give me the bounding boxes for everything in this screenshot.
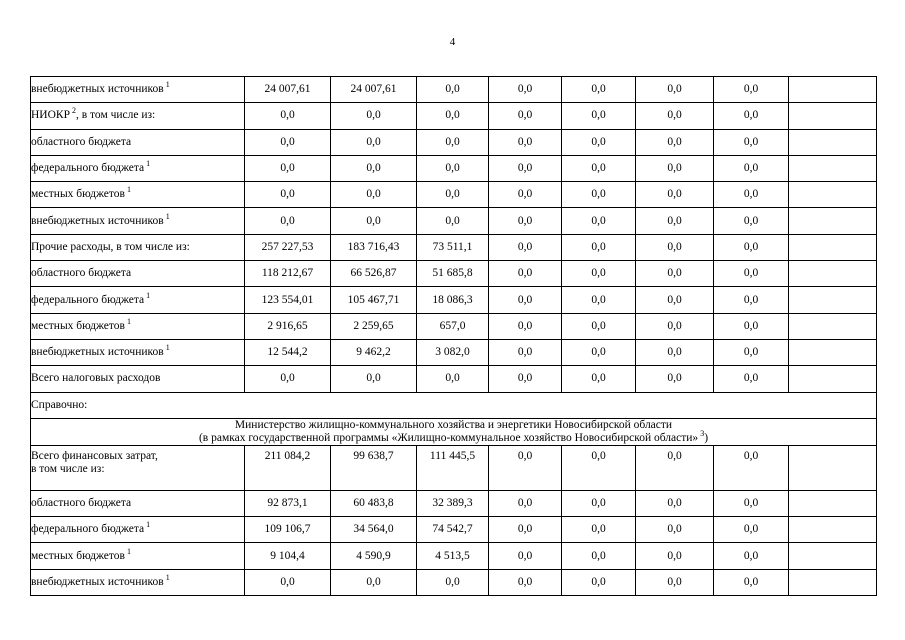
value-cell: 0,0 [489, 339, 562, 365]
value-cell: 0,0 [489, 490, 562, 516]
table-row [31, 339, 877, 365]
value-cell: 118 212,67 [245, 261, 331, 287]
value-cell: 0,0 [331, 182, 417, 208]
row-label [31, 234, 245, 260]
row-label-text: внебюджетных источников [31, 214, 164, 227]
value-cell: 0,0 [245, 182, 331, 208]
value-cell: 4 590,9 [331, 543, 417, 569]
empty-cell [789, 208, 877, 234]
empty-cell [789, 287, 877, 313]
row-label-text: в том числе из: [31, 462, 105, 475]
value-cell: 0,0 [636, 208, 714, 234]
value-cell: 0,0 [489, 261, 562, 287]
row-label-text: федерального бюджета [31, 293, 145, 306]
table-row [31, 287, 877, 313]
value-cell: 0,0 [636, 77, 714, 103]
row-label [31, 103, 245, 129]
empty-cell [789, 366, 877, 392]
ministry-line-1: Министерство жилищно-коммунального хозяйства и энергетики Новосибирской области [234, 418, 673, 431]
value-cell: 0,0 [714, 129, 789, 155]
table-row [31, 261, 877, 287]
value-cell: 105 467,71 [331, 287, 417, 313]
table-row [31, 103, 877, 129]
value-cell: 12 544,2 [245, 339, 331, 365]
table-row [31, 569, 877, 595]
value-cell: 0,0 [714, 490, 789, 516]
value-cell: 0,0 [562, 366, 636, 392]
value-cell: 0,0 [417, 155, 489, 181]
value-cell: 0,0 [489, 543, 562, 569]
table-body-reference [31, 392, 877, 445]
value-cell: 0,0 [636, 234, 714, 260]
value-cell: 257 227,53 [245, 234, 331, 260]
value-cell: 9 462,2 [331, 339, 417, 365]
value-cell: 0,0 [562, 234, 636, 260]
table-row [31, 313, 877, 339]
value-cell: 111 445,5 [417, 445, 489, 490]
value-cell: 0,0 [562, 155, 636, 181]
row-label-text: федерального бюджета [31, 162, 145, 175]
value-cell: 60 483,8 [331, 490, 417, 516]
footnote-mark: 1 [165, 211, 170, 221]
value-cell: 0,0 [489, 103, 562, 129]
empty-cell [789, 313, 877, 339]
value-cell: 0,0 [489, 234, 562, 260]
value-cell: 0,0 [714, 366, 789, 392]
value-cell: 0,0 [562, 569, 636, 595]
empty-cell [789, 103, 877, 129]
value-cell: 3 082,0 [417, 339, 489, 365]
table-row [31, 182, 877, 208]
footnote-mark: 1 [126, 546, 131, 556]
row-label [31, 339, 245, 365]
row-label [31, 569, 245, 595]
row-label [31, 445, 245, 490]
row-label-text: областного бюджета [31, 267, 132, 280]
value-cell: 0,0 [636, 339, 714, 365]
table-row [31, 490, 877, 516]
value-cell: 0,0 [562, 490, 636, 516]
value-cell: 0,0 [636, 313, 714, 339]
budget-table [30, 76, 877, 596]
value-cell: 0,0 [331, 208, 417, 234]
row-label-text: внебюджетных источников [31, 346, 164, 359]
value-cell: 0,0 [417, 129, 489, 155]
value-cell: 0,0 [417, 569, 489, 595]
value-cell: 0,0 [636, 129, 714, 155]
value-cell: 0,0 [714, 182, 789, 208]
value-cell: 4 513,5 [417, 543, 489, 569]
table-row [31, 543, 877, 569]
empty-cell [789, 129, 877, 155]
value-cell: 0,0 [245, 569, 331, 595]
value-cell: 0,0 [489, 208, 562, 234]
row-label-text: НИОКР [31, 109, 70, 122]
value-cell: 24 007,61 [245, 77, 331, 103]
value-cell: 0,0 [417, 366, 489, 392]
empty-cell [789, 339, 877, 365]
value-cell: 0,0 [714, 103, 789, 129]
ministry-footnote-mark: 3 [700, 428, 705, 438]
value-cell: 0,0 [562, 261, 636, 287]
value-cell: 0,0 [636, 366, 714, 392]
value-cell: 73 511,1 [417, 234, 489, 260]
row-label-text: Всего налоговых расходов [31, 372, 161, 385]
row-label-text: областного бюджета [31, 497, 132, 509]
row-label-text: Прочие расходы, в том числе из: [31, 240, 190, 253]
row-label [31, 490, 245, 516]
row-label-text: областного бюджета [31, 135, 132, 148]
table-row [31, 366, 877, 392]
table-row [31, 517, 877, 543]
value-cell: 0,0 [245, 366, 331, 392]
empty-cell [789, 234, 877, 260]
empty-cell [789, 155, 877, 181]
value-cell: 0,0 [636, 261, 714, 287]
value-cell: 0,0 [714, 517, 789, 543]
table-row [31, 234, 877, 260]
value-cell: 123 554,01 [245, 287, 331, 313]
value-cell: 24 007,61 [331, 77, 417, 103]
value-cell: 0,0 [562, 208, 636, 234]
ministry-heading [31, 418, 877, 445]
value-cell: 32 389,3 [417, 490, 489, 516]
value-cell: 0,0 [636, 569, 714, 595]
value-cell: 0,0 [636, 103, 714, 129]
value-cell: 0,0 [562, 129, 636, 155]
row-label-suffix: , в том числе из: [75, 109, 156, 122]
value-cell: 0,0 [636, 543, 714, 569]
value-cell: 0,0 [331, 129, 417, 155]
value-cell: 0,0 [562, 445, 636, 490]
ministry-row [31, 418, 877, 445]
empty-cell [789, 490, 877, 516]
table-body-top [31, 77, 877, 393]
value-cell: 0,0 [562, 543, 636, 569]
value-cell: 2 259,65 [331, 313, 417, 339]
value-cell: 0,0 [636, 287, 714, 313]
value-cell: 0,0 [417, 208, 489, 234]
value-cell: 211 084,2 [245, 445, 331, 490]
value-cell: 0,0 [489, 569, 562, 595]
empty-cell [789, 517, 877, 543]
footnote-mark: 1 [126, 185, 131, 195]
table-row [31, 445, 877, 490]
value-cell: 183 716,43 [331, 234, 417, 260]
ministry-line-2: (в рамках государственной программы «Жилищно-коммунальное хозяйство Новосибирской области» [198, 431, 699, 444]
value-cell: 0,0 [417, 182, 489, 208]
value-cell: 74 542,7 [417, 517, 489, 543]
value-cell: 0,0 [489, 129, 562, 155]
row-label-text: внебюджетных источников [31, 575, 164, 588]
table-row [31, 77, 877, 103]
row-label [31, 366, 245, 392]
row-label [31, 287, 245, 313]
reference-label: Справочно: [31, 392, 877, 418]
value-cell: 0,0 [714, 287, 789, 313]
value-cell: 51 685,8 [417, 261, 489, 287]
empty-cell [789, 261, 877, 287]
reference-row [31, 392, 877, 418]
table-body-bottom [31, 445, 877, 595]
value-cell: 0,0 [714, 208, 789, 234]
value-cell: 66 526,87 [331, 261, 417, 287]
value-cell: 0,0 [562, 103, 636, 129]
row-label [31, 313, 245, 339]
value-cell: 0,0 [489, 366, 562, 392]
value-cell: 0,0 [245, 129, 331, 155]
footnote-mark: 1 [165, 572, 170, 582]
value-cell: 0,0 [331, 569, 417, 595]
value-cell: 0,0 [714, 445, 789, 490]
value-cell: 0,0 [714, 313, 789, 339]
value-cell: 0,0 [714, 569, 789, 595]
value-cell: 0,0 [714, 261, 789, 287]
value-cell: 0,0 [489, 517, 562, 543]
value-cell: 2 916,65 [245, 313, 331, 339]
value-cell: 109 106,7 [245, 517, 331, 543]
value-cell: 0,0 [714, 543, 789, 569]
row-label [31, 77, 245, 103]
empty-cell [789, 445, 877, 490]
value-cell: 0,0 [245, 103, 331, 129]
value-cell: 0,0 [245, 208, 331, 234]
value-cell: 0,0 [489, 182, 562, 208]
row-label [31, 182, 245, 208]
row-label-text: местных бюджетов [31, 319, 125, 332]
row-label [31, 543, 245, 569]
value-cell: 0,0 [489, 287, 562, 313]
value-cell: 0,0 [562, 517, 636, 543]
value-cell: 0,0 [489, 77, 562, 103]
value-cell: 0,0 [489, 155, 562, 181]
value-cell: 657,0 [417, 313, 489, 339]
value-cell: 0,0 [714, 77, 789, 103]
value-cell: 0,0 [714, 234, 789, 260]
value-cell: 0,0 [417, 77, 489, 103]
empty-cell [789, 182, 877, 208]
value-cell: 0,0 [562, 287, 636, 313]
value-cell: 0,0 [489, 445, 562, 490]
value-cell: 0,0 [714, 339, 789, 365]
row-label-text: Всего финансовых затрат, [31, 449, 158, 462]
row-label-text: федерального бюджета [31, 523, 145, 536]
value-cell: 0,0 [331, 103, 417, 129]
ministry-line-2-end: ) [704, 431, 709, 444]
footnote-mark: 1 [146, 159, 151, 169]
value-cell: 0,0 [562, 313, 636, 339]
footnote-mark: 1 [146, 290, 151, 300]
empty-cell [789, 543, 877, 569]
row-label-text: местных бюджетов [31, 549, 125, 562]
value-cell: 0,0 [636, 517, 714, 543]
footnote-mark: 1 [146, 520, 151, 530]
row-label-text: внебюджетных источников [31, 83, 164, 96]
value-cell: 0,0 [562, 182, 636, 208]
row-label [31, 261, 245, 287]
table-row [31, 155, 877, 181]
value-cell: 0,0 [417, 103, 489, 129]
row-label [31, 155, 245, 181]
row-label-text: местных бюджетов [31, 188, 125, 201]
value-cell: 0,0 [636, 445, 714, 490]
value-cell: 0,0 [489, 313, 562, 339]
value-cell: 0,0 [245, 155, 331, 181]
value-cell: 0,0 [636, 182, 714, 208]
footnote-mark: 1 [126, 316, 131, 326]
footnote-mark: 2 [71, 106, 76, 116]
value-cell: 0,0 [331, 366, 417, 392]
value-cell: 0,0 [636, 155, 714, 181]
value-cell: 0,0 [562, 77, 636, 103]
value-cell: 9 104,4 [245, 543, 331, 569]
row-label [31, 208, 245, 234]
value-cell: 99 638,7 [331, 445, 417, 490]
value-cell: 92 873,1 [245, 490, 331, 516]
page-number: 4 [449, 36, 456, 48]
value-cell: 0,0 [714, 155, 789, 181]
value-cell: 18 086,3 [417, 287, 489, 313]
footnote-mark: 1 [165, 80, 170, 90]
value-cell: 0,0 [331, 155, 417, 181]
value-cell: 0,0 [636, 490, 714, 516]
table-row [31, 208, 877, 234]
row-label [31, 129, 245, 155]
empty-cell [789, 77, 877, 103]
empty-cell [789, 569, 877, 595]
value-cell: 0,0 [562, 339, 636, 365]
row-label [31, 517, 245, 543]
value-cell: 34 564,0 [331, 517, 417, 543]
table-row [31, 129, 877, 155]
footnote-mark: 1 [165, 343, 170, 353]
